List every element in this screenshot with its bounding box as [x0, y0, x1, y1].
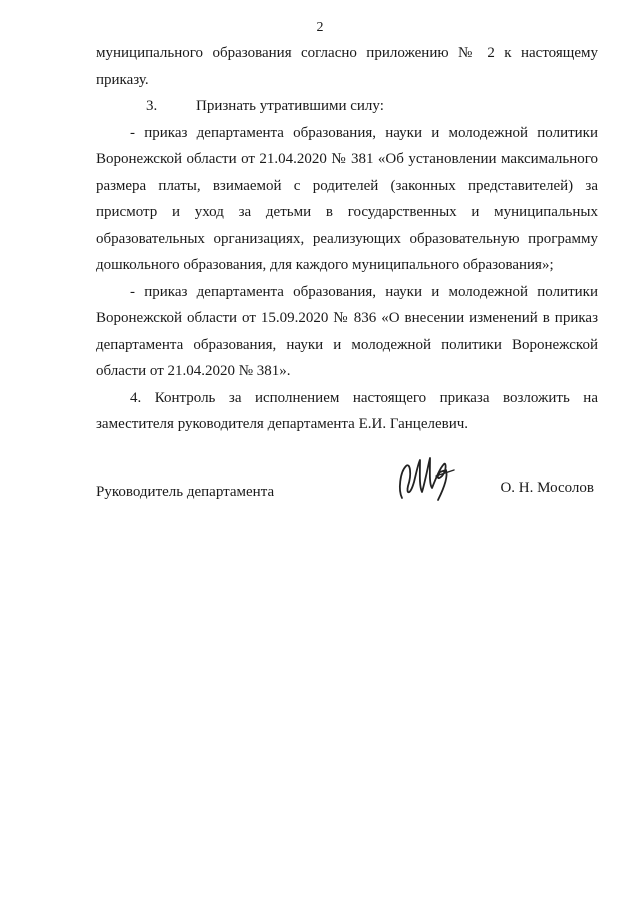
signatory-title: Руководитель департамента: [96, 484, 275, 500]
document-body: [96, 40, 598, 438]
item-3: [96, 93, 598, 120]
item-4: 4. Контроль за исполнением настоящего приказа возложить на заместителя руководителя департамента Е.И. Ганцелевич.: [96, 389, 598, 432]
page-number: 2: [316, 20, 324, 35]
repealed-order-1: - приказ департамента образования, науки и молодежной политики Воронежской области от 21.04.2020 № 381 «Об установлении максимального размера платы, взимаемой с родителей (законных представителей) за присмотр и уход за детьми в государственных и муниципальных образовательных организациях, реализующих образовательную программу дошкольного образования, для каждого муниципального образования»;: [96, 124, 598, 273]
paragraph-continuation: муниципального образования согласно приложению № 2 к настоящему приказу.: [96, 45, 598, 88]
repealed-order-2: - приказ департамента образования, науки и молодежной политики Воронежской области от 15.09.2020 № 836 «О внесении изменений в приказ департамента образования, науки и молодежной политики Воронежской области от 21.04.2020 № 381».: [96, 283, 598, 379]
handwritten-signature: [392, 452, 462, 504]
signature-block: [96, 452, 598, 512]
signatory-name: О. Н. Мосолов: [500, 480, 594, 496]
item-3-number: 3.: [146, 98, 158, 114]
item-3-text: Признать утратившими силу:: [196, 98, 384, 114]
